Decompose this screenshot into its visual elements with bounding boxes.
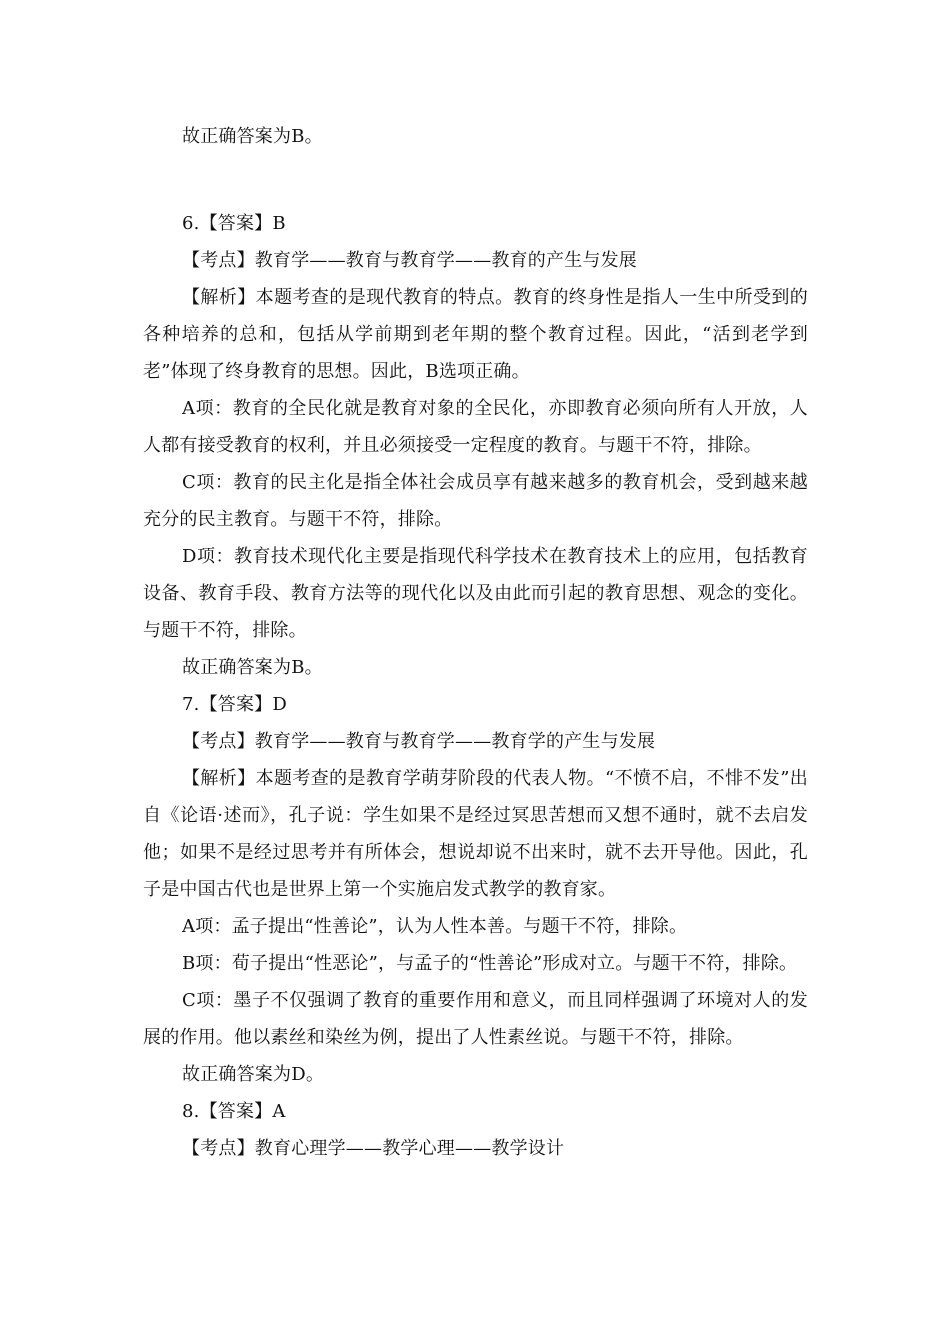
- q6-conclusion: 故正确答案为B。: [182, 657, 323, 678]
- q6-option-a: A项：教育的全民化就是教育对象的全民化，亦即教育必须向所有人开放，人人都有接受教育的权利，并且必须接受一定程度的教育。与题干不符，排除。: [143, 398, 808, 456]
- document-page: [143, 118, 808, 1167]
- question-7-explanation: [143, 686, 808, 1093]
- q5-conclusion: 故正确答案为B。: [182, 126, 323, 147]
- question-8-explanation: [143, 1093, 808, 1167]
- q7-conclusion: 故正确答案为D。: [182, 1064, 325, 1085]
- q8-knowledge-point: 【考点】教育心理学——教学心理——教学设计: [182, 1138, 565, 1159]
- q7-option-a: A项：孟子提出“性善论”，认为人性本善。与题干不符，排除。: [182, 916, 688, 937]
- q7-option-b: B项：荀子提出“性恶论”，与孟子的“性善论”形成对立。与题干不符，排除。: [182, 953, 798, 974]
- q8-answer: 8.【答案】A: [182, 1101, 286, 1122]
- q6-analysis: 【解析】本题考查的是现代教育的特点。教育的终身性是指人一生中所受到的各种培养的总和，包括从学前期到老年期的整个教育过程。因此，“活到老学到老”体现了终身教育的思想。因此，B选项正确。: [143, 287, 808, 382]
- q6-option-d: D项：教育技术现代化主要是指现代科学技术在教育技术上的应用，包括教育设备、教育手段、教育方法等的现代化以及由此而引起的教育思想、观念的变化。与题干不符，排除。: [143, 546, 808, 641]
- q6-answer: 6.【答案】B: [182, 213, 286, 234]
- q6-knowledge-point: 【考点】教育学——教育与教育学——教育的产生与发展: [182, 250, 637, 271]
- q7-answer: 7.【答案】D: [182, 694, 288, 715]
- question-6-explanation: [143, 205, 808, 686]
- q7-option-c: C项：墨子不仅强调了教育的重要作用和意义，而且同样强调了环境对人的发展的作用。他以素丝和染丝为例，提出了人性素丝说。与题干不符，排除。: [143, 990, 808, 1048]
- q6-option-c: C项：教育的民主化是指全体社会成员享有越来越多的教育机会，受到越来越充分的民主教育。与题干不符，排除。: [143, 472, 808, 530]
- q7-analysis: 【解析】本题考查的是教育学萌芽阶段的代表人物。“不愤不启，不悱不发”出自《论语·述而》，孔子说：学生如果不是经过冥思苦想而又想不通时，就不去启发他；如果不是经过思考并有所体会，想说却说不出来时，就不去开导他。因此，孔子是中国古代也是世界上第一个实施启发式教学的教育家。: [143, 768, 808, 900]
- section-gap: [143, 155, 808, 205]
- q7-knowledge-point: 【考点】教育学——教育与教育学——教育学的产生与发展: [182, 731, 656, 752]
